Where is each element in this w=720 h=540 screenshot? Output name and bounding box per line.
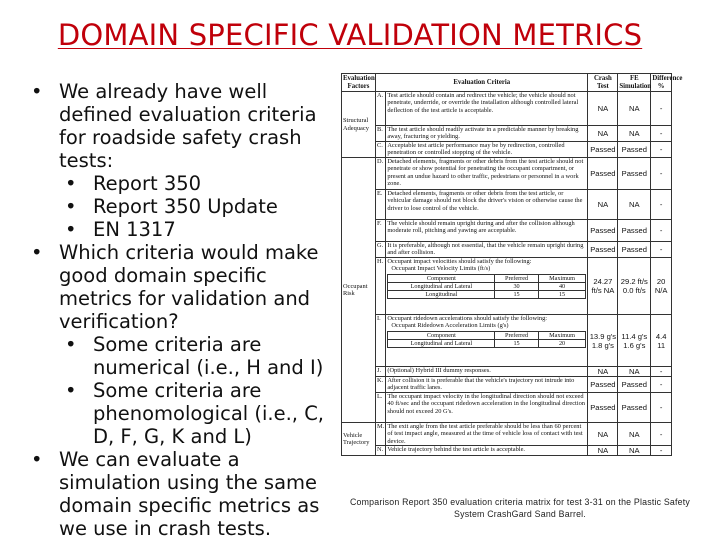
criterion-letter: G. [376, 242, 386, 258]
crash-test-result: NA [588, 423, 618, 446]
header-difference: Difference % [652, 75, 683, 90]
crash-test-result: NA [588, 367, 618, 377]
criterion-text: The exit angle from the test article preferable should be less than 60 percent of test impact angle, measured at the time of vehicle loss of contact with test device. [386, 423, 588, 446]
criterion-text [386, 315, 588, 367]
crash-test-result: NA [588, 190, 618, 220]
difference-value: - [651, 393, 672, 423]
table-row [342, 142, 672, 158]
sub-table-cell: 15 [538, 291, 586, 299]
sub-table-cell: 30 [495, 282, 538, 290]
bullet-item: • We already have well defined evaluation criteria for roadside safety crash tests: [28, 80, 333, 172]
difference-value: - [651, 142, 672, 158]
sub-table-header: Preferred [495, 331, 538, 339]
table-row [342, 258, 672, 315]
criterion-letter: A. [376, 92, 386, 126]
group-vehicle-trajectory: Vehicle Trajectory [342, 423, 376, 456]
fe-simulation-result: NA [618, 423, 651, 446]
difference-value: - [651, 242, 672, 258]
sub-table-cell: 20 [538, 339, 586, 347]
criterion-letter: K. [376, 377, 386, 393]
fe-simulation-result: Passed [618, 220, 651, 242]
sub-table-cell: Longitudinal and Lateral [388, 282, 495, 290]
sub-table-cell: 15 [495, 291, 538, 299]
sub-bullet-item: • Report 350 Update [28, 195, 333, 218]
table-row [342, 393, 672, 423]
criterion-letter: N. [376, 446, 386, 456]
criterion-text: The test article should readily activate in a predictable manner by breaking away, fracturing or yielding. [386, 126, 588, 142]
fe-simulation-result: Passed [618, 377, 651, 393]
table-row [342, 242, 672, 258]
crash-test-result: 13.9 g's 1.8 g's [588, 315, 618, 367]
crash-test-result: Passed [588, 220, 618, 242]
table-row [342, 220, 672, 242]
criterion-letter: C. [376, 142, 386, 158]
table-row [342, 446, 672, 456]
criterion-letter: J. [376, 367, 386, 377]
criterion-letter: M. [376, 423, 386, 446]
fe-simulation-result: NA [618, 126, 651, 142]
crash-test-result: 24.27 ft/s NA [588, 258, 618, 315]
evaluation-criteria-table [341, 73, 683, 456]
crash-test-result: Passed [588, 142, 618, 158]
criterion-text: The vehicle should remain upright during and after the collision although moderate roll, pitching and yawing are acceptable. [386, 220, 588, 242]
fe-simulation-result: NA [618, 446, 651, 456]
crash-test-result: Passed [588, 393, 618, 423]
sub-bullet-item: • Some criteria are phenomological (i.e., C, D, F, G, K and L) [28, 379, 333, 448]
fe-simulation-result: NA [618, 92, 651, 126]
difference-value: - [651, 446, 672, 456]
criterion-letter: H. [376, 258, 386, 315]
table-caption: Comparison Report 350 evaluation criteria matrix for test 3-31 on the Plastic Safety System CrashGard Sand Barrel. [350, 497, 690, 519]
crash-test-result: Passed [588, 242, 618, 258]
table-row [342, 92, 672, 126]
criterion-text: Detached elements, fragments or other debris from the test article should not penetrate or show potential for penetrating the occupant compartment, or present an undue hazard to other traffic, pedestrians or personnel in a work zone. [386, 158, 588, 190]
criterion-text: Detached elements, fragments or other debris from the test article, or vehicular damage should not block the driver's vision or otherwise cause the driver to lose control of the vehicle. [386, 190, 588, 220]
crash-test-result: NA [588, 446, 618, 456]
bullet-list [28, 80, 333, 540]
header-criteria: Evaluation Criteria [376, 74, 588, 92]
crash-test-result: Passed [588, 158, 618, 190]
criterion-text: Acceptable test article performance may be by redirection, controlled penetration or controlled stopping of the vehicle. [386, 142, 588, 158]
criterion-text-line: Occupant impact velocities should satisfy the following: [387, 258, 532, 265]
group-occupant-risk: Occupant Risk [342, 158, 376, 423]
table-row [342, 190, 672, 220]
sub-bullet-item: • EN 1317 [28, 218, 333, 241]
sub-table-cell: 40 [538, 282, 586, 290]
fe-simulation-result: Passed [618, 242, 651, 258]
sub-bullet-item: • Report 350 [28, 172, 333, 195]
sub-table-header: Maximum [538, 331, 586, 339]
sub-table-cell: Longitudinal and Lateral [388, 339, 495, 347]
table-row [342, 126, 672, 142]
difference-value: 4.4 11 [651, 315, 672, 367]
criterion-letter: D. [376, 158, 386, 190]
fe-simulation-result: Passed [618, 142, 651, 158]
sub-table-cell: 15 [495, 339, 538, 347]
criterion-text: It is preferable, although not essential, that the vehicle remain upright during and after collision. [386, 242, 588, 258]
difference-value: - [651, 158, 672, 190]
criterion-letter: E. [376, 190, 386, 220]
crash-test-result: NA [588, 126, 618, 142]
header-fe-simulation: FE Simulation [619, 75, 652, 90]
table-row [342, 377, 672, 393]
criterion-letter: F. [376, 220, 386, 242]
difference-value: - [651, 423, 672, 446]
difference-value: 20 N/A [651, 258, 672, 315]
velocity-limits-title: Occupant Impact Velocity Limits (ft/s) [391, 265, 491, 273]
criterion-letter: I. [376, 315, 386, 367]
fe-simulation-result: NA [618, 367, 651, 377]
difference-value: - [651, 92, 672, 126]
criterion-text: After collision it is preferable that the vehicle's trajectory not intrude into adjacent traffic lanes. [386, 377, 588, 393]
difference-value: - [651, 220, 672, 242]
sub-bullet-item: • Some criteria are numerical (i.e., H and I) [28, 333, 333, 379]
criterion-text [386, 258, 588, 315]
crash-test-result: Passed [588, 377, 618, 393]
sub-table-header: Component [388, 274, 495, 282]
bullet-item: • We can evaluate a simulation using the same domain specific metrics as we use in crash tests. [28, 448, 333, 540]
difference-value: - [651, 377, 672, 393]
fe-simulation-result: 11.4 g's 1.6 g's [618, 315, 651, 367]
fe-simulation-result: Passed [618, 158, 651, 190]
sub-table-header: Component [388, 331, 495, 339]
sub-table-header: Maximum [538, 274, 586, 282]
crash-test-result: NA [588, 92, 618, 126]
criterion-text: The occupant impact velocity in the longitudinal direction should not exceed 40 ft/sec and the occupant ridedown acceleration in the longitudinal direction should not exceed 20 G's. [386, 393, 588, 423]
table-row [342, 367, 672, 377]
velocity-limits-table [387, 274, 586, 300]
fe-simulation-result: NA [618, 190, 651, 220]
bullet-item: • Which criteria would make good domain specific metrics for validation and verification? [28, 241, 333, 333]
criterion-text: Vehicle trajectory behind the test article is acceptable. [386, 446, 588, 456]
evaluation-criteria-table-image [341, 73, 683, 482]
ridedown-limits-title: Occupant Ridedown Acceleration Limits (g's) [391, 322, 509, 330]
header-factors: Evaluation Factors [343, 75, 375, 90]
table-row [342, 158, 672, 190]
criterion-text: (Optional) Hybrid III dummy responses. [386, 367, 588, 377]
fe-simulation-result: 29.2 ft/s 0.0 ft/s [618, 258, 651, 315]
sub-table-header: Preferred [495, 274, 538, 282]
criterion-text-line: Occupant ridedown accelerations should satisfy the following: [387, 315, 548, 322]
sub-table-cell: Longitudinal [388, 291, 495, 299]
difference-value: - [651, 126, 672, 142]
table-row [342, 315, 672, 367]
group-structural-adequacy: Structural Adequacy [342, 92, 376, 158]
fe-simulation-result: Passed [618, 393, 651, 423]
criterion-text: Test article should contain and redirect the vehicle; the vehicle should not penetrate, underride, or override the installation although controlled lateral deflection of the test article is acceptable. [386, 92, 588, 126]
difference-value: - [651, 190, 672, 220]
table-row [342, 423, 672, 446]
table-header-row [342, 74, 672, 92]
difference-value: - [651, 367, 672, 377]
ridedown-limits-table [387, 331, 586, 349]
header-crash-test: Crash Test [588, 74, 618, 92]
criterion-letter: B. [376, 126, 386, 142]
slide-title: DOMAIN SPECIFIC VALIDATION METRICS [57, 18, 643, 52]
criterion-letter: L. [376, 393, 386, 423]
